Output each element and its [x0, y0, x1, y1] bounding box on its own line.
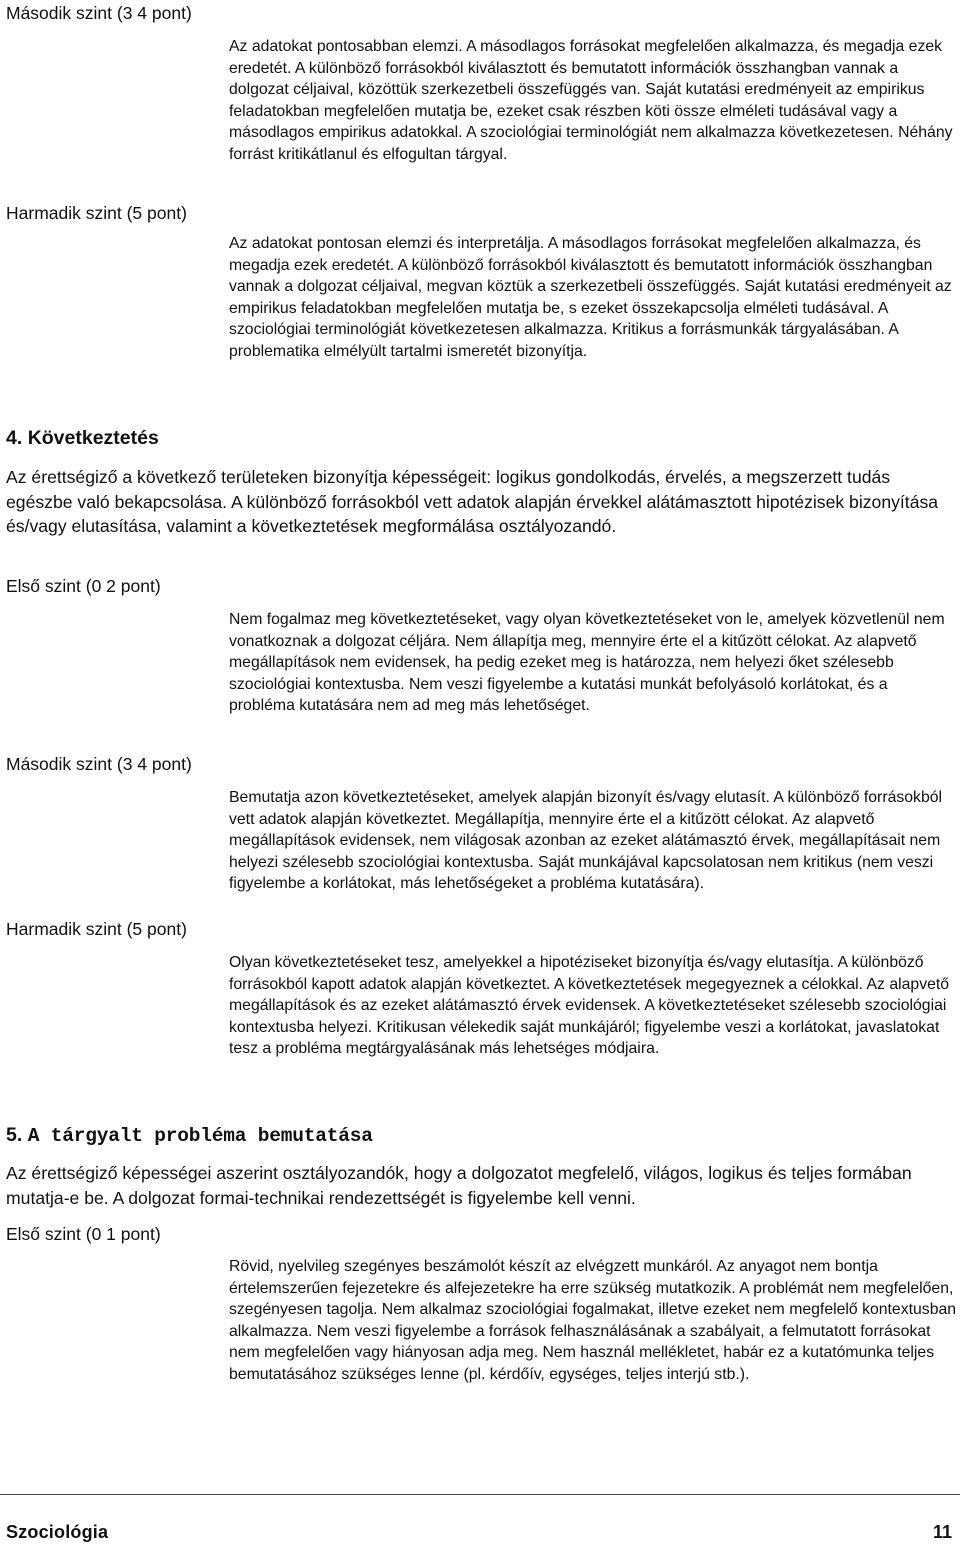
page-number: 11	[932, 1522, 952, 1542]
section-intro: Az érettségiző képességei aszerint osztályozandók, hogy a dolgozatot megfelelő, világos, logikus és teljes formában mutatja-e be. A dolgozat formai-technikai rendezettségét is figyelembe kell venni.	[6, 1163, 912, 1208]
section-number: 4.	[6, 427, 23, 449]
level-label: Első szint (0 2 pont)	[6, 576, 161, 596]
level-label: Második szint (3 4 pont)	[6, 3, 192, 23]
section-title: A tárgyalt probléma bemutatása	[27, 1125, 373, 1147]
criteria-text: Bemutatja azon következtetéseket, amelyek alapján bizonyít és/vagy elutasít. A különböző forrásokból vett adatok alapján következtet. Megállapítja, mennyire érte el a kitűzött célokat. Az alapvető megállapítások evidensek, nem világosak azonban az ezeket alátámasztó érvek, megállapításait nem helyezi szélesebb szociológiai kontextusba. Saját munkájával kapcsolatosan nem kritikus (nem veszi figyelembe a korlátokat, más lehetőségeket a probléma kutatására).	[229, 789, 943, 892]
criteria-text: Az adatokat pontosabban elemzi. A másodlagos forrásokat megfelelően alkalmazza, és megadja ezek eredetét. A különböző forrásokból kiválasztott és bemutatott információk összhangban vannak a dolgozat céljaival, közöttük szerkezetbeli összefüggés van. Saját kutatási eredményeit az empirikus feladatokban megfelelően mutatja be, ezeket csak részben köti össze elméleti tudásával vagy a másodlagos empirikus adatokkal. A szociológiai terminológiát nem alkalmazza következetesen. Néhány forrást kritikátlanul és elfogultan tárgyal.	[229, 38, 953, 163]
level-label: Harmadik szint (5 pont)	[6, 919, 187, 939]
criteria-text: Nem fogalmaz meg következtetéseket, vagy olyan következtetéseket von le, amelyek közvetlenül nem vonatkoznak a dolgozat céljára. Nem állapítja meg, mennyire érte el a kitűzött célokat. Az alapvető megállapítások nem evidensek, ha pedig ezeket meg is határozza, nem helyezi őket szélesebb szociológiai kontextusba. Nem veszi figyelembe a kutatási munkát befolyásoló korlátokat, és a probléma kutatására nem ad meg más lehetőséget.	[229, 611, 945, 714]
section-intro: Az érettségiző a következő területeken bizonyítja képességeit: logikus gondolkodás, érvelés, a megszerzett tudás egészbe való bekapcsolása. A különböző forrásokból vett adatok alapján érvekkel alátámasztott hipotézisek bizonyítása és/vagy elutasítása, valamint a következtetések megformálása osztályozandó.	[6, 467, 939, 536]
footer-subject: Szociológia	[6, 1522, 109, 1542]
level-label: Második szint (3 4 pont)	[6, 754, 192, 774]
criteria-text: Rövid, nyelvileg szegényes beszámolót készít az elvégzett munkáról. Az anyagot nem bontja értelemszerűen fejezetekre és alfejezetekre ha erre szükség mutatkozik. A problémát nem megfelelően, szegényesen tagolja. Nem alkalmaz szociológiai fogalmakat, illetve ezeket nem megfelelő kontextusban alkalmazza. Nem veszi figyelembe a források felhasználásának a szabályait, a felmutatott forrásokat nem megfelelően vagy hiányosan adja meg. Nem használ mellékletet, habár ez a kutatómunka teljes bemutatásához szükséges lenne (pl. kérdőív, egységes, teljes interjú stb.).	[229, 1258, 957, 1383]
section-heading	[6, 1123, 373, 1148]
criteria-text: Az adatokat pontosan elemzi és interpretálja. A másodlagos forrásokat megfelelően alkalmazza, és megadja ezek eredetét. A különböző forrásokból kiválasztott és bemutatott információk összhangban vannak a dolgozat céljaival, megvan köztük a szerkezetbeli összefüggés. Saját kutatási eredményeit az empirikus feladatokban megfelelően mutatja be, s ezeket összekapcsolja elméleti tudásával. A szociológiai terminológiát következetesen alkalmazza. Kritikus a forrásmunkák tárgyalásában. A problematika elmélyült tartalmi ismeretét bizonyítja.	[229, 235, 952, 360]
level-label: Első szint (0 1 pont)	[6, 1224, 161, 1244]
criteria-text: Olyan következtetéseket tesz, amelyekkel a hipotéziseket bizonyítja és/vagy elutasítja. A különböző forrásokból kapott adatok alapján következtet. A következtetések megegyeznek a célokkal. Az alapvető megállapítások és az ezeket alátámasztó érvek evidensek. A következtetéseket szélesebb szociológiai kontextusba helyezi. Kritikusan vélekedik saját munkájáról; figyelembe veszi a korlátokat, javaslatokat tesz a probléma megtárgyalásának más lehetséges módjaira.	[229, 954, 950, 1057]
section-title: Következtetés	[27, 427, 159, 449]
level-label: Harmadik szint (5 pont)	[6, 203, 187, 223]
footer-rule	[0, 1494, 960, 1495]
section-number: 5.	[6, 1124, 23, 1146]
section-heading	[6, 426, 159, 450]
